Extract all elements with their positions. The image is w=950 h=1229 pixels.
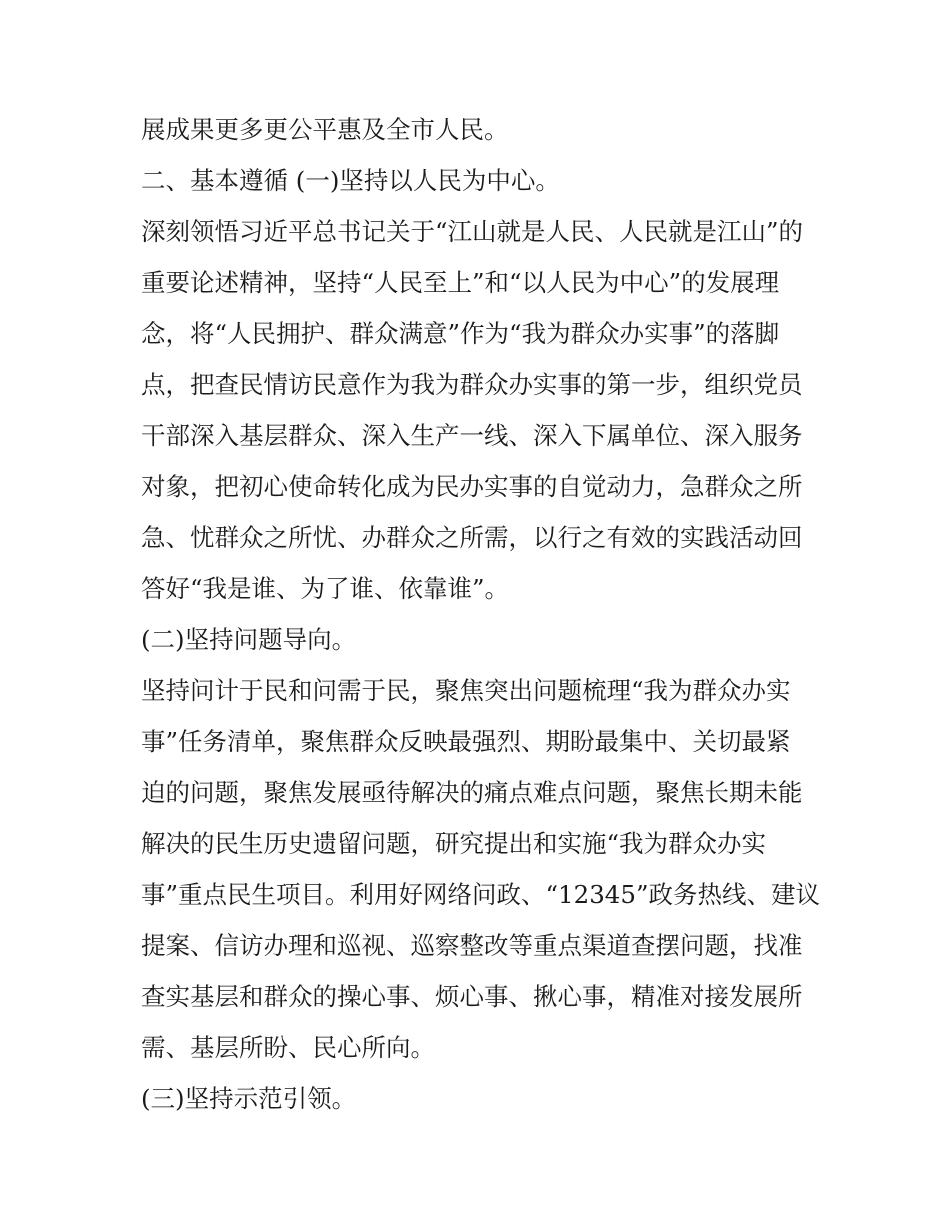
- text-line: 事”重点民生项目。利用好网络问政、“12345”政务热线、建议: [141, 880, 821, 909]
- text-line: 急、忧群众之所忧、办群众之所需，以行之有效的实践活动回: [141, 523, 803, 552]
- text-line: 查实基层和群众的操心事、烦心事、揪心事，精准对接发展所: [141, 982, 803, 1011]
- text-line: 对象，把初心使命转化成为民办实事的自觉动力，急群众之所: [141, 472, 803, 501]
- text-line: 需、基层所盼、民心所向。: [141, 1033, 435, 1062]
- subsection-heading: (二)坚持问题导向。: [141, 625, 357, 654]
- subsection-heading: (三)坚持示范引领。: [141, 1084, 357, 1113]
- text-line: 事”任务清单，聚焦群众反映最强烈、期盼最集中、关切最紧: [141, 727, 791, 756]
- section-heading: 二、基本遵循 (一)坚持以人民为中心。: [141, 166, 560, 195]
- text-line: 重要论述精神，坚持“人民至上”和“以人民为中心”的发展理: [141, 268, 780, 297]
- text-line: 提案、信访办理和巡视、巡察整改等重点渠道查摆问题，找准: [141, 931, 803, 960]
- text-line: 展成果更多更公平惠及全市人民。: [141, 115, 509, 144]
- text-line: 答好“我是谁、为了谁、依靠谁”。: [141, 574, 510, 603]
- text-line: 点，把查民情访民意作为我为群众办实事的第一步，组织党员: [141, 370, 803, 399]
- text-line: 深刻领悟习近平总书记关于“江山就是人民、人民就是江山”的: [141, 217, 804, 246]
- text-line: 坚持问计于民和问需于民，聚焦突出问题梳理“我为群众办实: [141, 676, 791, 705]
- text-line: 迫的问题，聚焦发展亟待解决的痛点难点问题，聚焦长期未能: [141, 778, 803, 807]
- text-line: 干部深入基层群众、深入生产一线、深入下属单位、深入服务: [141, 421, 803, 450]
- text-line: 解决的民生历史遗留问题，研究提出和实施“我为群众办实: [141, 829, 767, 858]
- text-line: 念，将“人民拥护、群众满意”作为“我为群众办实事”的落脚: [141, 319, 780, 348]
